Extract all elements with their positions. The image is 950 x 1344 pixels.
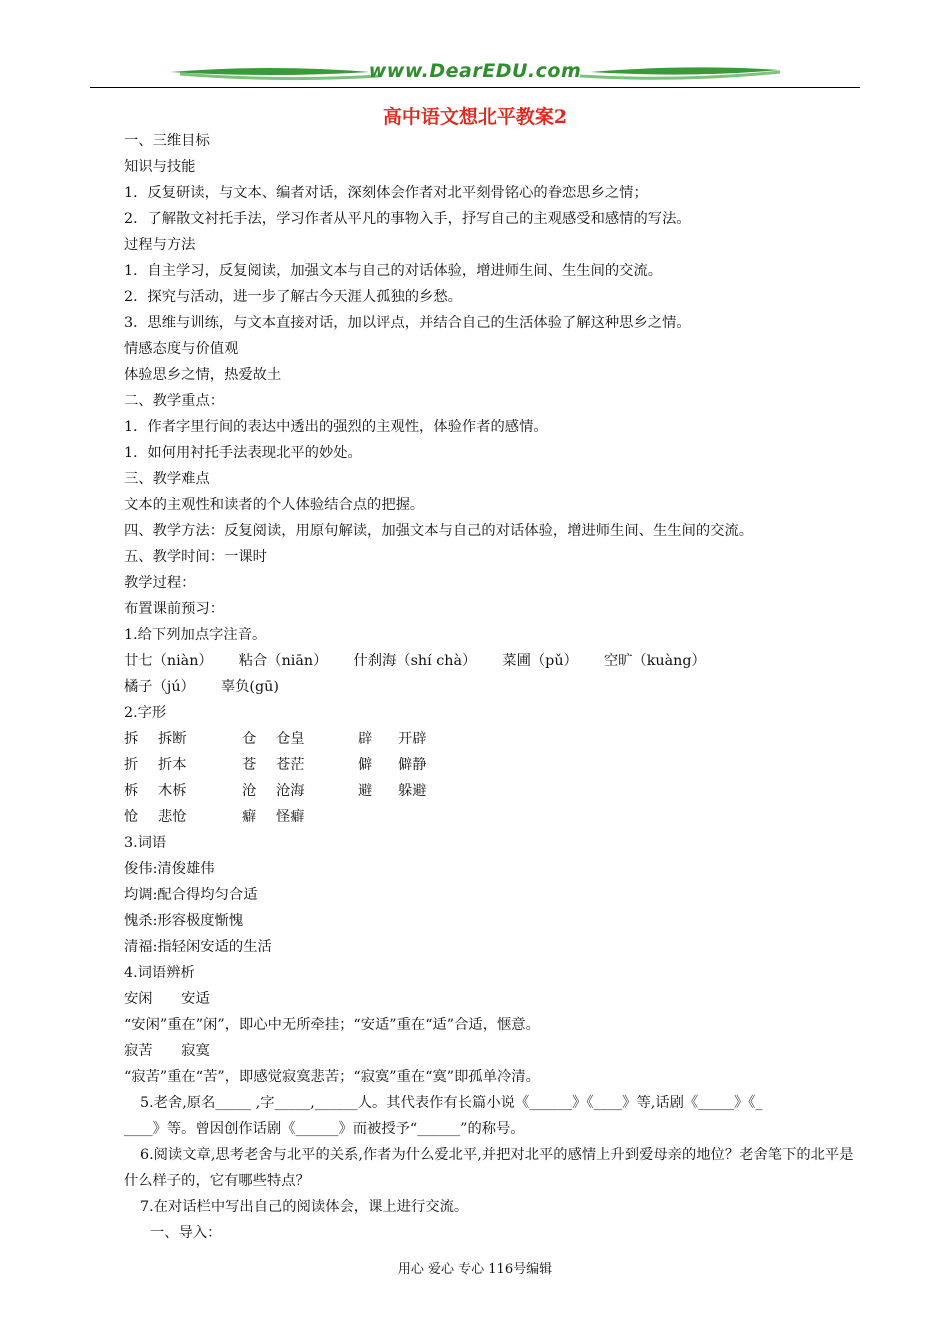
text-line: 五、教学时间：一课时 (124, 549, 267, 565)
text-line: 二、教学重点： (124, 393, 225, 409)
word-cell: 折本 (158, 757, 187, 773)
char-cell: 折 (124, 757, 139, 773)
char-cell: 癖 (242, 809, 257, 825)
text-line: 愧杀:形容极度惭愧 (124, 913, 244, 929)
text-line: 2．了解散文衬托手法，学习作者从平凡的事物入手，抒写自己的主观感受和感情的写法。 (124, 211, 691, 227)
text-line: 1．如何用衬托手法表现北平的妙处。 (124, 445, 362, 461)
text-line: 文本的主观性和读者的个人体验结合点的把握。 (124, 497, 425, 513)
text-line: 俊伟:清俊雄伟 (124, 861, 215, 877)
section-intro: 一、导入： (150, 1225, 222, 1241)
zixing-row (124, 752, 864, 778)
document-body (124, 128, 864, 1246)
pinyin-row (124, 674, 864, 700)
text-line: 4.词语辨析 (124, 965, 195, 981)
text-line: 3．思维与训练，与文本直接对话，加以评点，并结合自己的生活体验了解这种思乡之情。 (124, 315, 691, 331)
char-cell: 苍 (242, 757, 257, 773)
text-line: 1.给下列加点字注音。 (124, 627, 267, 643)
text-line: 安闲 安适 (124, 991, 210, 1007)
word-cell: 悲怆 (158, 809, 187, 825)
zixing-row (124, 726, 864, 752)
pinyin-item: 什刹海（shí chà） (353, 653, 477, 669)
text-line: 四、教学方法：反复阅读，用原句解读，加强文本与自己的对话体验，增进师生间、生生间的交流。 (124, 523, 754, 539)
header-divider (90, 87, 860, 88)
text-line: 清福:指轻闲安适的生活 (124, 939, 272, 955)
question-7: 7.在对话栏中写出自己的阅读体会，课上进行交流。 (140, 1199, 469, 1215)
word-cell: 拆断 (158, 731, 187, 747)
page-title: 高中语文想北平教案2 (382, 106, 568, 128)
zixing-row (124, 778, 864, 804)
text-line: “安闲”重在”闲”，即心中无所牵挂；“安适”重在“适”合适，惬意。 (124, 1017, 540, 1033)
word-cell: 木柝 (158, 783, 187, 799)
question-5-line2: ____》等。曾因创作话剧《______》而被授予“______”的称号。 (124, 1121, 525, 1137)
text-line: 寂苦 寂寞 (124, 1043, 210, 1059)
text-line: 三、教学难点 (124, 471, 210, 487)
char-cell: 沧 (242, 783, 257, 799)
text-line: 2.字形 (124, 705, 167, 721)
pinyin-item: 空旷（kuàng） (603, 653, 706, 669)
word-cell: 僻静 (398, 757, 427, 773)
char-cell: 柝 (124, 783, 139, 799)
text-line: 过程与方法 (124, 237, 196, 253)
question-6: 6.阅读文章,思考老舍与北平的关系,作者为什么爱北平,并把对北平的感情上升到爱母亲的地位？老舍笔下的北平是什么样子的，它有哪些特点？ (124, 1147, 854, 1189)
text-line: 一、三维目标 (124, 133, 210, 149)
char-cell: 怆 (124, 809, 139, 825)
text-line: 布置课前预习： (124, 601, 225, 617)
text-line: 知识与技能 (124, 159, 196, 175)
char-cell: 避 (358, 783, 373, 799)
text-line: “寂苦”重在“苦”，即感觉寂寞悲苦；“寂寞”重在“寞”即孤单冷清。 (124, 1069, 540, 1085)
pinyin-item: 辜负(gū) (220, 679, 279, 695)
pinyin-item: 粘合（niān） (238, 653, 328, 669)
word-cell: 仓皇 (276, 731, 305, 747)
text-line: 1．反复研读，与文本、编者对话，深刻体会作者对北平刻骨铭心的眷恋思乡之情； (124, 185, 648, 201)
char-cell: 拆 (124, 731, 139, 747)
site-header (90, 58, 860, 90)
text-line: 1．自主学习，反复阅读，加强文本与自己的对话体验，增进师生间、生生间的交流。 (124, 263, 663, 279)
pinyin-row (124, 648, 864, 674)
text-line: 教学过程： (124, 575, 196, 591)
page-footer: 用心 爱心 专心 116号编辑 (397, 1262, 553, 1277)
word-cell: 开辟 (398, 731, 427, 747)
site-logo[interactable]: www.DearEDU.com (368, 60, 582, 82)
zixing-row (124, 804, 864, 830)
question-5-line1: 5.老舍,原名_____ ,字_____,______人。其代表作有长篇小说《______》《____》等,话剧《_____》《_ (140, 1095, 763, 1111)
text-line: 1．作者字里行间的表达中透出的强烈的主观性，体验作者的感情。 (124, 419, 548, 435)
word-cell: 苍茫 (276, 757, 305, 773)
pinyin-item: 菜圃（pǔ） (502, 653, 578, 669)
char-cell: 仓 (242, 731, 257, 747)
pinyin-item: 橘子（jú） (124, 679, 195, 695)
text-line: 均调:配合得均匀合适 (124, 887, 258, 903)
pinyin-item: 廿七（niàn） (124, 653, 213, 669)
text-line: 体验思乡之情，热爱故土 (124, 367, 282, 383)
text-line: 2．探究与活动，进一步了解古今天涯人孤独的乡愁。 (124, 289, 462, 305)
word-cell: 沧海 (276, 783, 305, 799)
char-cell: 辟 (358, 731, 373, 747)
word-cell: 躲避 (398, 783, 427, 799)
text-line: 情感态度与价值观 (124, 341, 239, 357)
text-line: 3.词语 (124, 835, 167, 851)
char-cell: 僻 (358, 757, 373, 773)
word-cell: 怪癖 (276, 809, 305, 825)
